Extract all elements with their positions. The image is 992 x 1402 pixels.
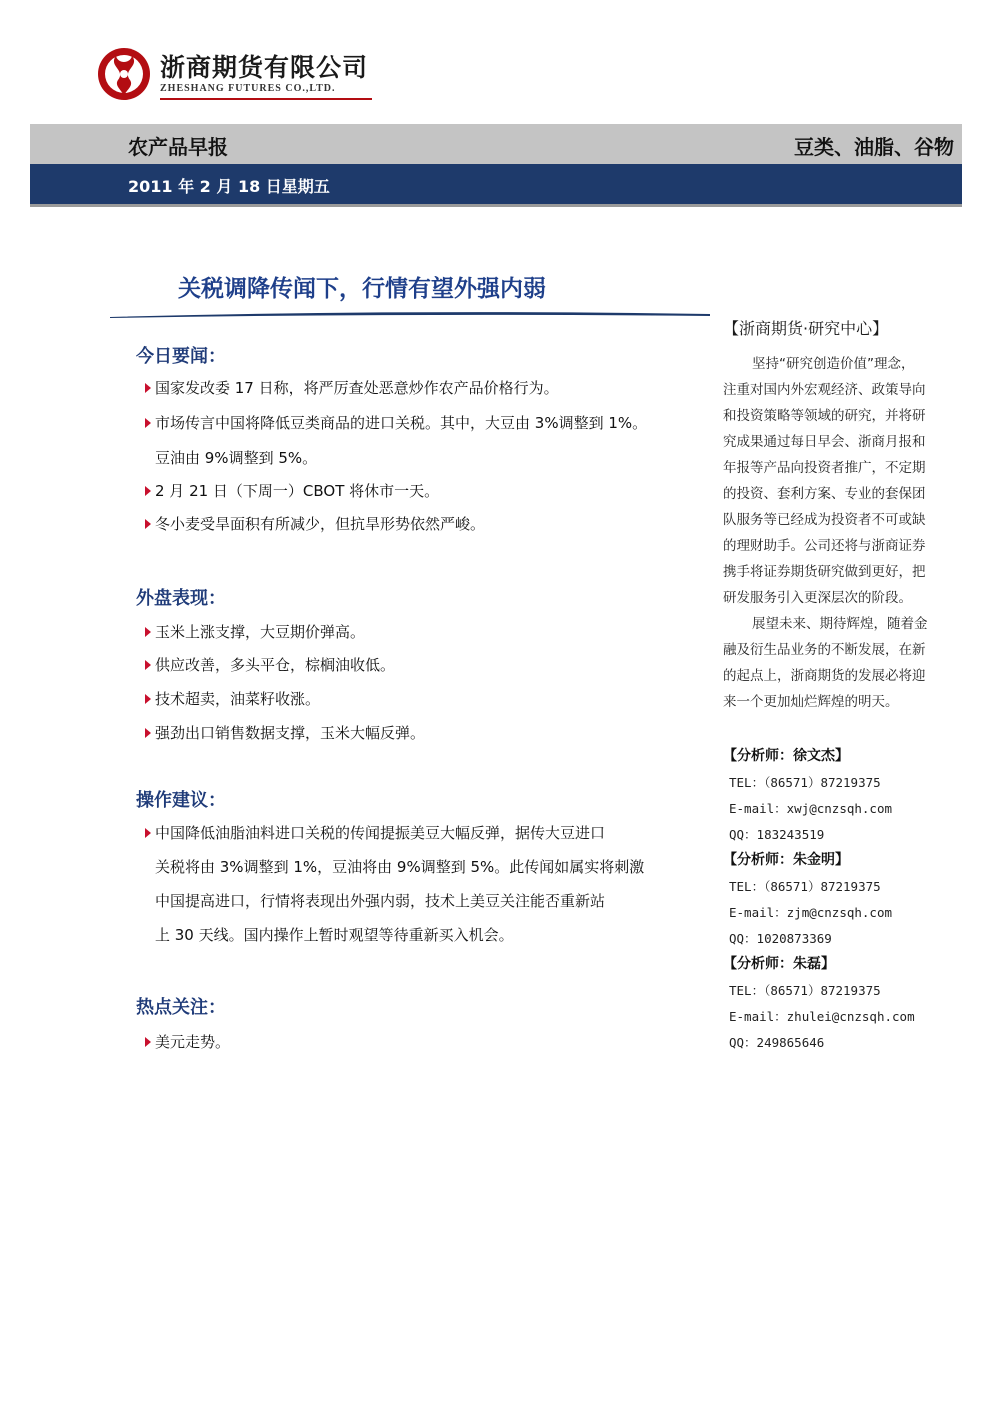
company-logo	[96, 46, 152, 102]
bullet-icon	[143, 626, 153, 638]
bullet-icon	[143, 693, 153, 705]
bullet-icon	[143, 827, 153, 839]
bullet-icon	[143, 1036, 153, 1048]
news-item: 市场传言中国将降低豆类商品的进口关税。其中，大豆由 3%调整到 1%。	[155, 414, 648, 432]
sidebar-text: 队服务等已经成为投资者不可或缺	[723, 512, 926, 528]
header-divider	[30, 204, 962, 207]
sidebar-text: 坚持“研究创造价值”理念，	[752, 356, 915, 372]
sidebar-text: 究成果通过每日早会、浙商月报和	[723, 434, 926, 450]
section-title-focus: 热点关注：	[136, 997, 226, 1018]
headline-underline	[110, 311, 710, 318]
analyst-email[interactable]: E-mail：xwj@cnzsqh.com	[729, 801, 893, 816]
report-category: 豆类、油脂、谷物	[794, 135, 954, 159]
bullet-icon	[143, 659, 153, 671]
report-type: 农产品早报	[128, 135, 228, 159]
bullet-icon	[143, 382, 153, 394]
section-title-advice: 操作建议：	[136, 790, 226, 811]
bullet-icon	[143, 485, 153, 497]
sidebar-text: 的起点上，浙商期货的发展必将迎	[723, 668, 926, 684]
advice-text: 中国提高进口，行情将表现出外强内弱，技术上美豆关注能否重新站	[155, 892, 606, 910]
analyst-tel: TEL：（86571）87219375	[729, 879, 881, 894]
external-item: 玉米上涨支撑，大豆期价弹高。	[155, 623, 366, 641]
analyst-qq: QQ：1020873369	[729, 931, 832, 946]
section-title-news: 今日要闻：	[136, 346, 226, 367]
analyst-label: 【分析师：朱磊】	[723, 956, 835, 972]
analyst-label: 【分析师：朱金明】	[723, 852, 849, 868]
sidebar-text: 年报等产品向投资者推广，不定期	[723, 460, 926, 476]
company-name-cn: 浙商期货有限公司	[160, 53, 369, 82]
sidebar-text: 的理财助手。公司还将与浙商证券	[723, 538, 926, 554]
sidebar-text: 融及衍生品业务的不断发展，在新	[723, 642, 926, 658]
advice-text: 关税将由 3%调整到 1%，豆油将由 9%调整到 5%。此传闻如属实将刺激	[155, 858, 645, 876]
report-date: 2011 年 2 月 18 日星期五	[128, 177, 330, 196]
focus-item: 美元走势。	[155, 1033, 231, 1051]
analyst-email[interactable]: E-mail：zjm@cnzsqh.com	[729, 905, 893, 920]
sidebar-text: 展望未来、期待辉煌，随着金	[752, 616, 928, 632]
section-title-external: 外盘表现：	[136, 588, 226, 609]
headline: 关税调降传闻下，行情有望外强内弱	[178, 276, 546, 302]
sidebar-text: 研发服务引入更深层次的阶段。	[723, 590, 912, 606]
company-name-en: ZHESHANG FUTURES CO.,LTD.	[160, 83, 336, 94]
advice-text: 上 30 天线。国内操作上暂时观望等待重新买入机会。	[155, 926, 514, 944]
logo-underline	[160, 98, 372, 100]
sidebar-text: 注重对国内外宏观经济、政策导向	[723, 382, 926, 398]
bullet-icon	[143, 727, 153, 739]
news-item-continued: 豆油由 9%调整到 5%。	[155, 449, 318, 467]
external-item: 强劲出口销售数据支撑，玉米大幅反弹。	[155, 724, 426, 742]
analyst-tel: TEL：（86571）87219375	[729, 983, 881, 998]
external-item: 技术超卖，油菜籽收涨。	[155, 690, 321, 708]
sidebar-text: 来一个更加灿烂辉煌的明天。	[723, 694, 899, 710]
bullet-icon	[143, 417, 153, 429]
research-center-title: 【浙商期货·研究中心】	[723, 319, 889, 338]
news-item: 国家发改委 17 日称，将严厉查处恶意炒作农产品价格行为。	[155, 379, 559, 397]
analyst-qq: QQ：183243519	[729, 827, 825, 842]
news-item: 2 月 21 日（下周一）CBOT 将休市一天。	[155, 482, 440, 500]
sidebar-text: 的投资、套利方案、专业的套保团	[723, 486, 926, 502]
bullet-icon	[143, 518, 153, 530]
advice-text: 中国降低油脂油料进口关税的传闻提振美豆大幅反弹，据传大豆进口	[155, 824, 606, 842]
news-item: 冬小麦受旱面积有所减少，但抗旱形势依然严峻。	[155, 515, 486, 533]
analyst-qq: QQ：249865646	[729, 1035, 825, 1050]
external-item: 供应改善，多头平仓，棕榈油收低。	[155, 656, 396, 674]
analyst-tel: TEL：（86571）87219375	[729, 775, 881, 790]
analyst-email[interactable]: E-mail：zhulei@cnzsqh.com	[729, 1009, 915, 1024]
sidebar-text: 和投资策略等领域的研究，并将研	[723, 408, 926, 424]
analyst-label: 【分析师：徐文杰】	[723, 748, 849, 764]
sidebar-text: 携手将证券期货研究做到更好，把	[723, 564, 926, 580]
